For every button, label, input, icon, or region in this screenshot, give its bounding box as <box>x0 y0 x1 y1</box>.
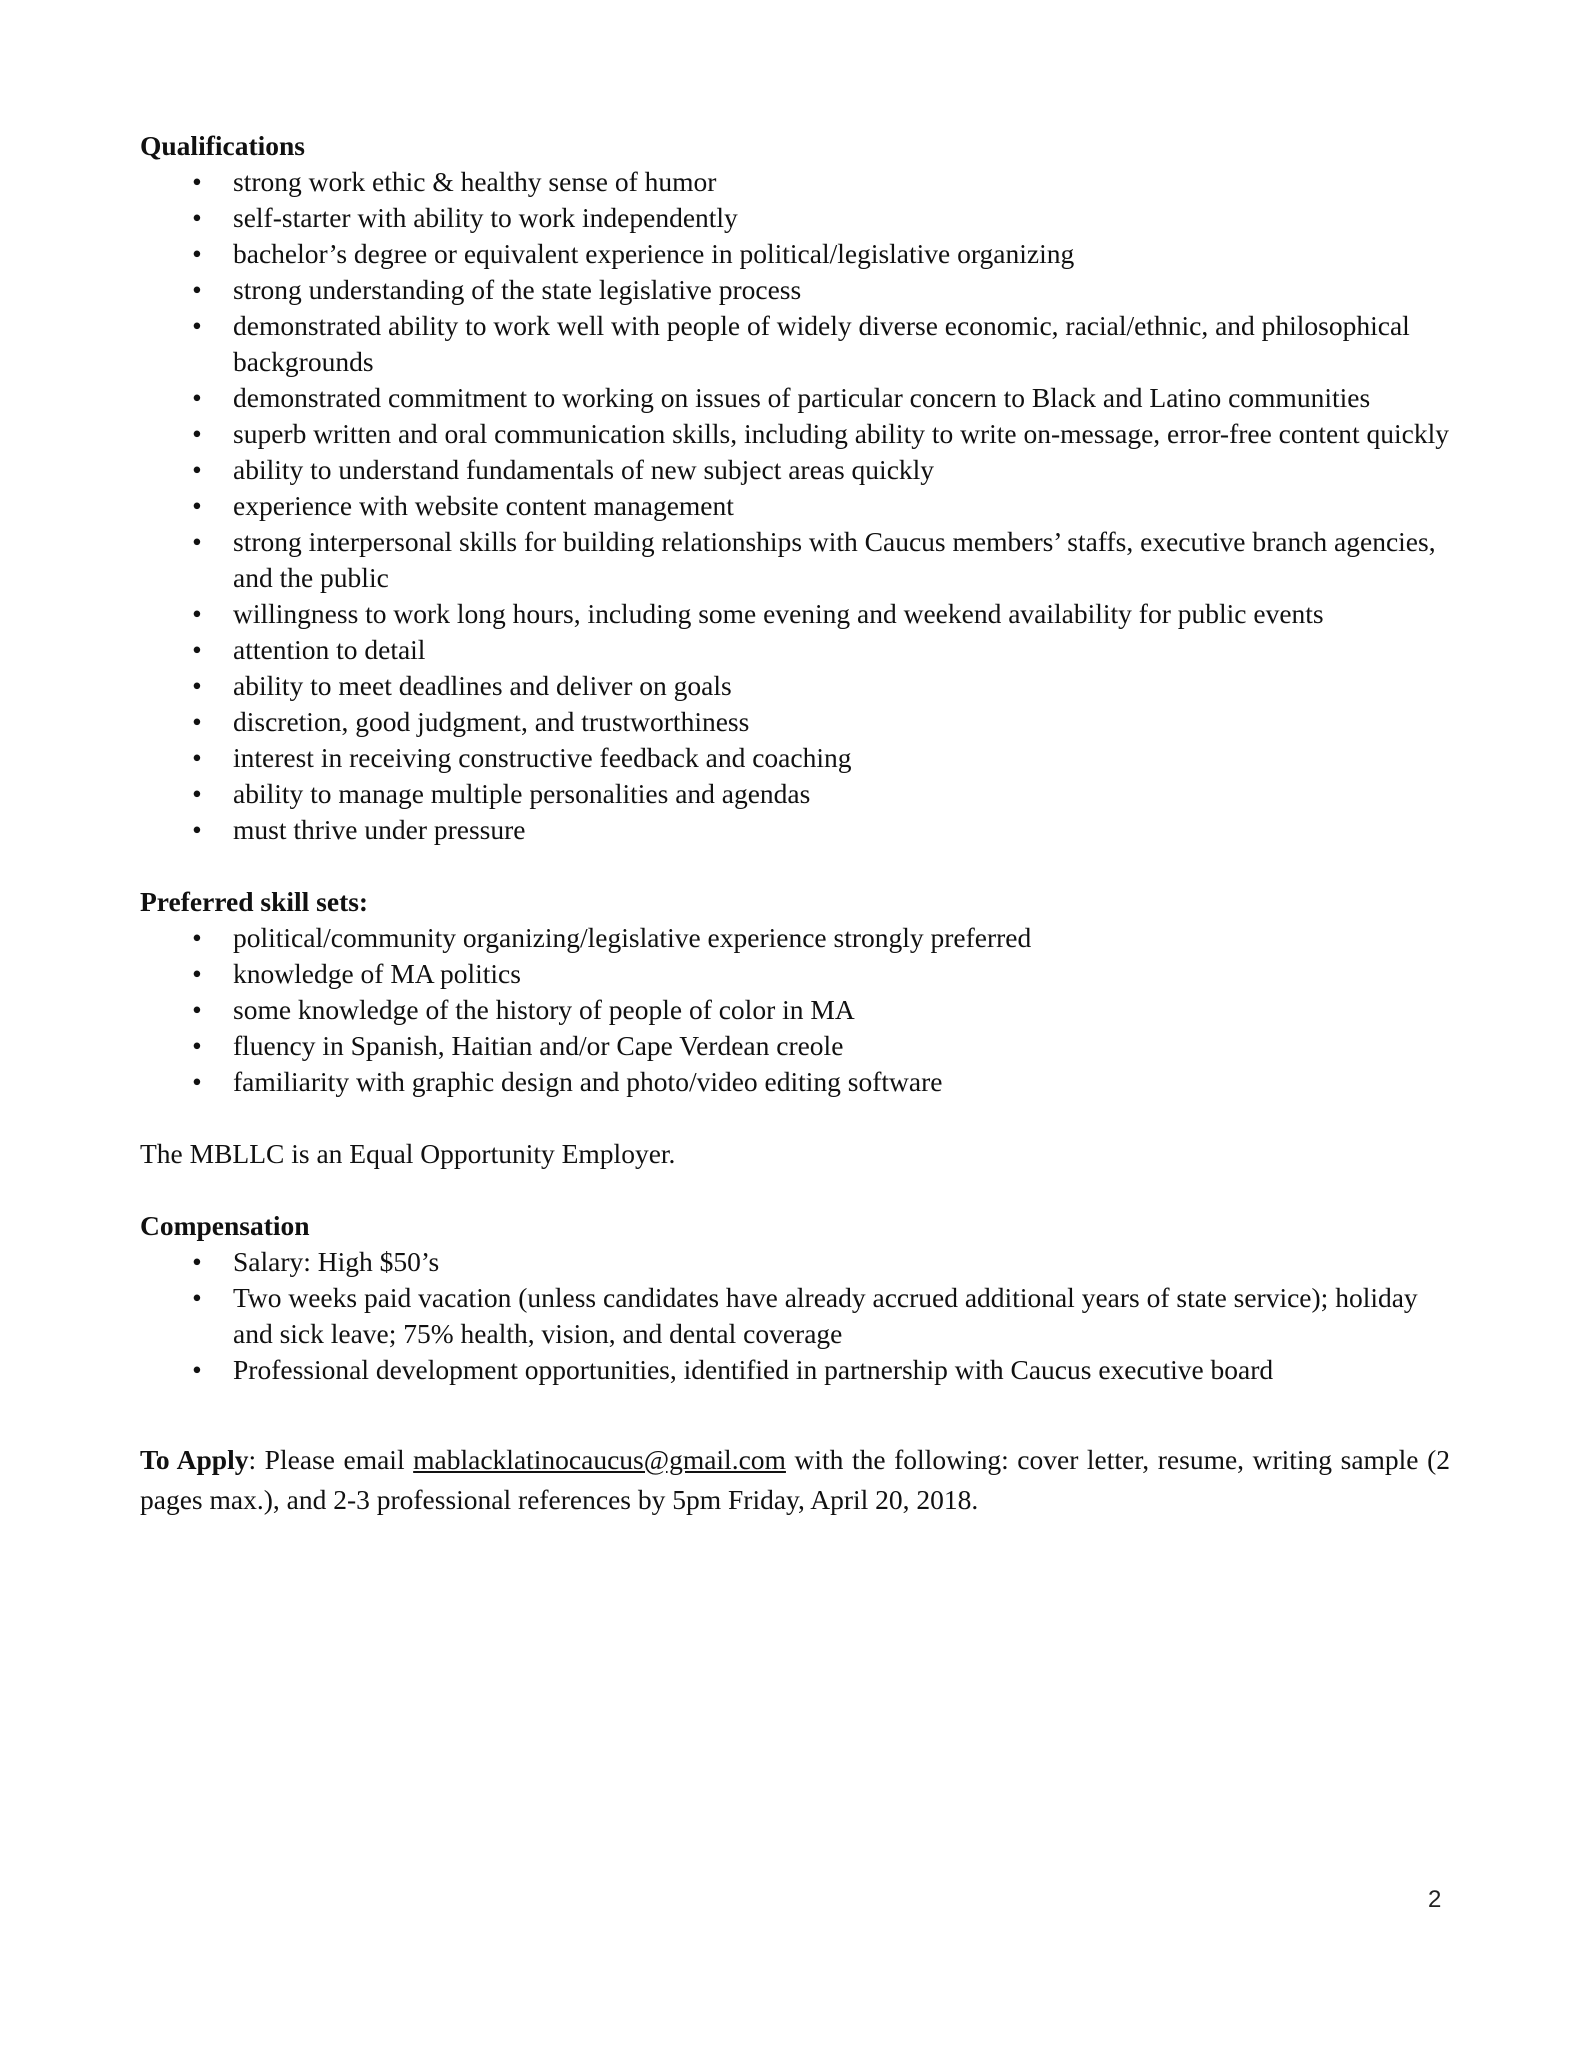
list-item <box>140 992 1450 1028</box>
bullet-icon: • <box>192 634 202 665</box>
list-item <box>140 272 1450 308</box>
list-item <box>140 668 1450 704</box>
list-item-text: Two weeks paid vacation (unless candidates have already accrued additional years of state service); holiday and sick leave; 75% health, vision, and dental coverage <box>233 1282 1418 1349</box>
list-item <box>140 164 1450 200</box>
list-item-text: Salary: High $50’s <box>233 1246 440 1277</box>
preferred-skills-list <box>140 920 1450 1100</box>
list-item-text: superb written and oral communication skills, including ability to write on-message, error-free content quickly <box>233 418 1449 449</box>
email-link[interactable]: mablacklatinocaucus@gmail.com <box>413 1444 786 1475</box>
list-item-text: ability to understand fundamentals of new subject areas quickly <box>233 454 935 485</box>
bullet-icon: • <box>192 814 202 845</box>
list-item <box>140 704 1450 740</box>
bullet-icon: • <box>192 238 202 269</box>
list-item <box>140 740 1450 776</box>
page-number: 2 <box>1428 1886 1442 1913</box>
list-item <box>140 812 1450 848</box>
list-item <box>140 200 1450 236</box>
bullet-icon: • <box>192 778 202 809</box>
document-page <box>140 128 1450 1520</box>
qualifications-heading: Qualifications <box>140 130 306 161</box>
bullet-icon: • <box>192 418 202 449</box>
list-item <box>140 524 1450 596</box>
compensation-list <box>140 1244 1450 1388</box>
list-item-text: attention to detail <box>233 634 426 665</box>
bullet-icon: • <box>192 1066 202 1097</box>
apply-paragraph <box>140 1440 1450 1520</box>
apply-text-before: : Please email <box>248 1444 414 1475</box>
list-item <box>140 956 1450 992</box>
list-item-text: strong work ethic & healthy sense of humor <box>233 166 717 197</box>
list-item <box>140 1280 1450 1352</box>
bullet-icon: • <box>192 1354 202 1385</box>
list-item <box>140 236 1450 272</box>
section-spacer <box>140 1172 1450 1208</box>
list-item <box>140 632 1450 668</box>
qualifications-list <box>140 164 1450 848</box>
list-item <box>140 1028 1450 1064</box>
equal-opportunity-statement: The MBLLC is an Equal Opportunity Employer. <box>140 1138 676 1169</box>
bullet-icon: • <box>192 1282 202 1313</box>
list-item <box>140 452 1450 488</box>
list-item-text: bachelor’s degree or equivalent experience in political/legislative organizing <box>233 238 1075 269</box>
bullet-icon: • <box>192 670 202 701</box>
list-item-text: political/community organizing/legislative experience strongly preferred <box>233 922 1032 953</box>
bullet-icon: • <box>192 202 202 233</box>
list-item-text: must thrive under pressure <box>233 814 526 845</box>
bullet-icon: • <box>192 526 202 557</box>
bullet-icon: • <box>192 382 202 413</box>
list-item-text: ability to manage multiple personalities and agendas <box>233 778 811 809</box>
list-item-text: familiarity with graphic design and photo/video editing software <box>233 1066 943 1097</box>
list-item-text: experience with website content management <box>233 490 734 521</box>
section-spacer <box>140 848 1450 884</box>
list-item-text: ability to meet deadlines and deliver on goals <box>233 670 732 701</box>
list-item-text: fluency in Spanish, Haitian and/or Cape Verdean creole <box>233 1030 844 1061</box>
list-item-text: demonstrated commitment to working on issues of particular concern to Black and Latino communities <box>233 382 1371 413</box>
bullet-icon: • <box>192 490 202 521</box>
bullet-icon: • <box>192 310 202 341</box>
list-item-text: willingness to work long hours, including some evening and weekend availability for public events <box>233 598 1324 629</box>
bullet-icon: • <box>192 742 202 773</box>
list-item-text: discretion, good judgment, and trustworthiness <box>233 706 750 737</box>
section-spacer <box>140 1388 1450 1440</box>
list-item-text: some knowledge of the history of people of color in MA <box>233 994 855 1025</box>
bullet-icon: • <box>192 706 202 737</box>
list-item-text: self-starter with ability to work independently <box>233 202 738 233</box>
list-item-text: strong understanding of the state legislative process <box>233 274 802 305</box>
bullet-icon: • <box>192 1030 202 1061</box>
compensation-heading: Compensation <box>140 1210 310 1241</box>
section-spacer <box>140 1100 1450 1136</box>
list-item <box>140 488 1450 524</box>
list-item <box>140 416 1450 452</box>
bullet-icon: • <box>192 994 202 1025</box>
list-item-text: interest in receiving constructive feedback and coaching <box>233 742 852 773</box>
list-item <box>140 308 1450 380</box>
list-item <box>140 380 1450 416</box>
bullet-icon: • <box>192 166 202 197</box>
list-item <box>140 776 1450 812</box>
preferred-skills-heading: Preferred skill sets: <box>140 886 369 917</box>
list-item <box>140 1352 1450 1388</box>
list-item-text: knowledge of MA politics <box>233 958 521 989</box>
list-item <box>140 920 1450 956</box>
list-item-text: demonstrated ability to work well with people of widely diverse economic, racial/ethnic, and philosophical backgrounds <box>233 310 1410 377</box>
list-item <box>140 1064 1450 1100</box>
bullet-icon: • <box>192 274 202 305</box>
bullet-icon: • <box>192 958 202 989</box>
bullet-icon: • <box>192 922 202 953</box>
bullet-icon: • <box>192 1246 202 1277</box>
list-item <box>140 1244 1450 1280</box>
bullet-icon: • <box>192 598 202 629</box>
apply-label: To Apply <box>140 1444 249 1475</box>
list-item-text: strong interpersonal skills for building relationships with Caucus members’ staffs, executive branch agencies, and the public <box>233 526 1436 593</box>
list-item <box>140 596 1450 632</box>
list-item-text: Professional development opportunities, identified in partnership with Caucus executive board <box>233 1354 1274 1385</box>
apply-text-after: with the following: cover letter, resume, writing sample (2 pages max.), and 2-3 professional references by 5pm Friday, April 20, 2018. <box>140 1444 1450 1515</box>
bullet-icon: • <box>192 454 202 485</box>
